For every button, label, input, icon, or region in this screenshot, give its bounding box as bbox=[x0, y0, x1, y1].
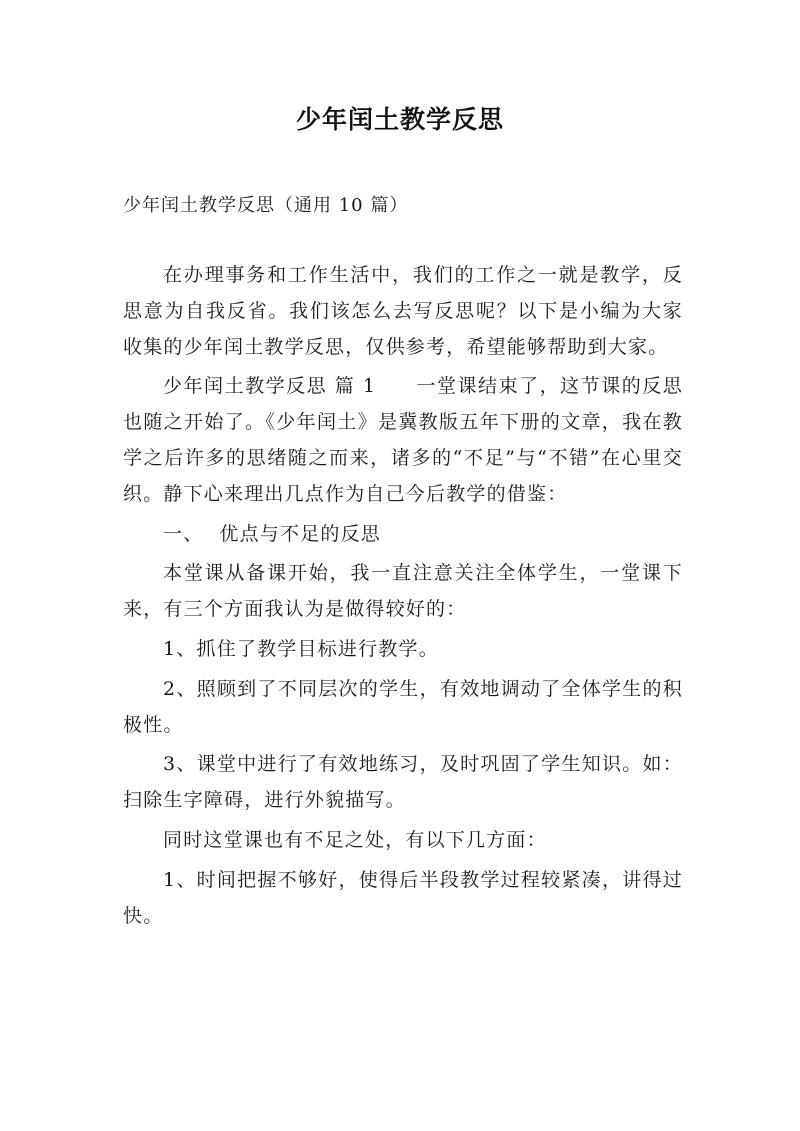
strength-3-paragraph: 3、课堂中进行了有效地练习，及时巩固了学生知识。如：扫除生字障碍，进行外貌描写。 bbox=[123, 753, 683, 812]
weakness-1-paragraph: 1、时间把握不够好，使得后半段教学过程较紧凑，讲得过快。 bbox=[123, 868, 683, 927]
heading-1-text: 优点与不足的反思 bbox=[219, 522, 382, 545]
strength-2-paragraph: 2、照顾到了不同层次的学生，有效地调动了全体学生的积极性。 bbox=[123, 677, 683, 736]
document-title: 少年闰土教学反思 bbox=[295, 105, 504, 134]
heading-1 bbox=[123, 517, 683, 553]
weakness-intro-paragraph: 同时这堂课也有不足之处，有以下几方面： bbox=[163, 828, 547, 851]
section-1-label: 少年闰土教学反思 篇 1 bbox=[163, 375, 377, 398]
strengths-intro-paragraph: 本堂课从备课开始，我一直注意关注全体学生，一堂课下来，有三个方面我认为是做得较好的： bbox=[123, 562, 683, 621]
section-1-paragraph bbox=[123, 369, 683, 512]
section-1-text: 一堂课结束了，这节课的反思也随之开始了。《少年闰土》是冀教版五年下册的文章，我在教学之后许多的思绪随之而来，诸多的“不足”与“不错”在心里交织。静下心来理出几点作为自己今后教学的借鉴： bbox=[123, 375, 683, 505]
document-subtitle: 少年闰土教学反思（通用 10 篇） bbox=[123, 195, 409, 216]
document-body bbox=[123, 258, 683, 938]
heading-1-number: 一、 bbox=[163, 522, 204, 545]
strength-1-paragraph: 1、抓住了教学目标进行教学。 bbox=[163, 637, 439, 660]
intro-paragraph: 在办理事务和工作生活中，我们的工作之一就是教学，反思意为自我反省。我们该怎么去写反思呢？以下是小编为大家收集的少年闰土教学反思，仅供参考，希望能够帮助到大家。 bbox=[123, 264, 683, 358]
